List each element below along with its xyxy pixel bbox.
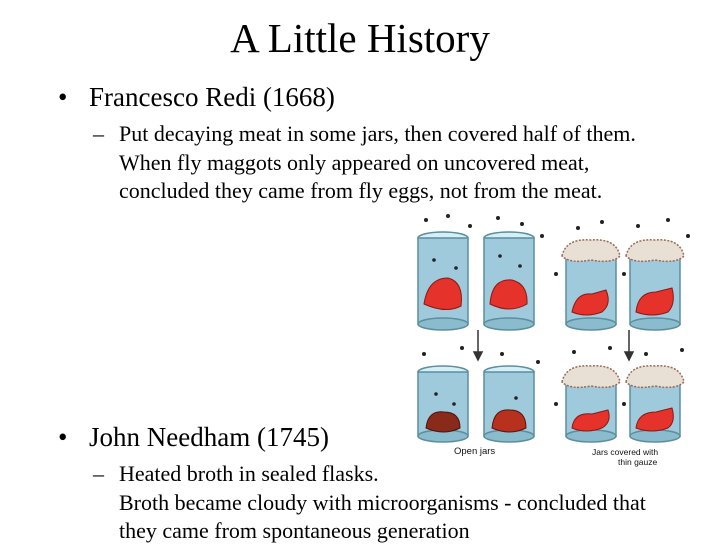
dash-marker: –	[93, 121, 104, 146]
bullet-needham	[58, 420, 329, 454]
open-jar-bottom-right	[484, 366, 534, 442]
covered-jar-top-left	[562, 240, 620, 330]
dash-marker: –	[93, 461, 104, 486]
sub-bullet-needham	[93, 460, 679, 546]
open-jar-bottom-left	[418, 366, 468, 442]
covered-jar-bottom-right	[626, 366, 684, 442]
covered-jars-label-line2: thin gauze	[618, 457, 658, 467]
sub-bullet-needham-line2: Broth became cloudy with microorganisms - concluded that they came from spontaneous generation	[119, 489, 646, 543]
slide-title: A Little History	[230, 15, 490, 61]
sub-bullet-redi	[93, 120, 659, 206]
bullet-needham-text: John Needham (1745)	[89, 422, 329, 452]
covered-jar-top-right	[626, 240, 684, 330]
bullet-marker: •	[58, 82, 68, 112]
redi-experiment-illustration	[406, 208, 696, 474]
open-jar-top-left	[418, 232, 468, 330]
open-jars-label: Open jars	[454, 446, 496, 457]
redi-experiment-figure	[406, 208, 696, 474]
bullet-marker: •	[58, 422, 68, 452]
sub-bullet-redi-text: Put decaying meat in some jars, then covered half of them. When fly maggots only appeared on uncovered meat, concluded they came from fly eggs, not from the meat.	[119, 121, 636, 203]
bullet-redi	[58, 80, 335, 114]
bullet-redi-text: Francesco Redi (1668)	[89, 82, 335, 112]
open-jar-top-right	[484, 232, 534, 330]
covered-jars-label-line1: Jars covered with	[592, 447, 659, 457]
covered-jar-bottom-left	[562, 366, 620, 442]
sub-bullet-needham-line1: Heated broth in sealed flasks.	[119, 461, 379, 486]
